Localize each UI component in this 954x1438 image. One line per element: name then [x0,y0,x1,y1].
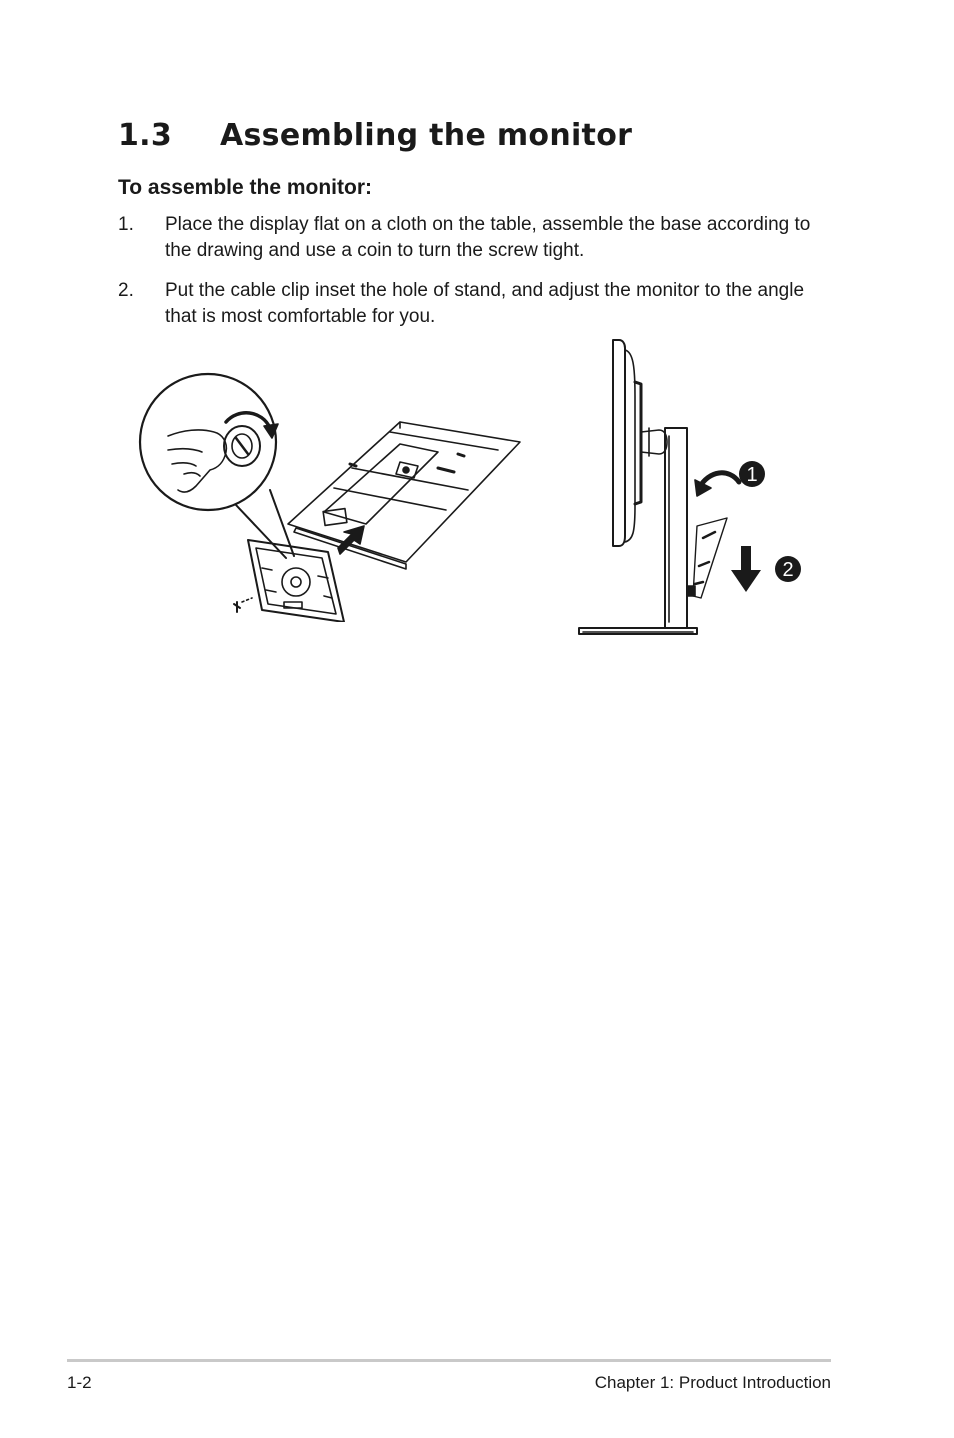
base-assembly-illustration [138,372,528,622]
chapter-title: Chapter 1: Product Introduction [594,1373,831,1392]
section-number: 1.3 [118,118,173,153]
step-number: 1. [118,214,134,235]
step-number: 2. [118,280,134,301]
section-heading [118,118,632,153]
step-badge-one: 1 [746,464,758,486]
page-number: 1-2 [67,1373,92,1392]
footer-divider [67,1359,831,1362]
step-badge-two: 2 [782,559,794,581]
step-text: Put the cable clip inset the hole of stand, and adjust the monitor to the angle that is most comfortable for you. [165,280,805,327]
section-title: Assembling the monitor [220,118,633,153]
cable-clip-illustration [575,336,805,642]
step-text: Place the display flat on a cloth on the table, assemble the base according to the drawing and use a coin to turn the screw tight. [165,214,811,261]
subheading: To assemble the monitor: [118,176,372,199]
